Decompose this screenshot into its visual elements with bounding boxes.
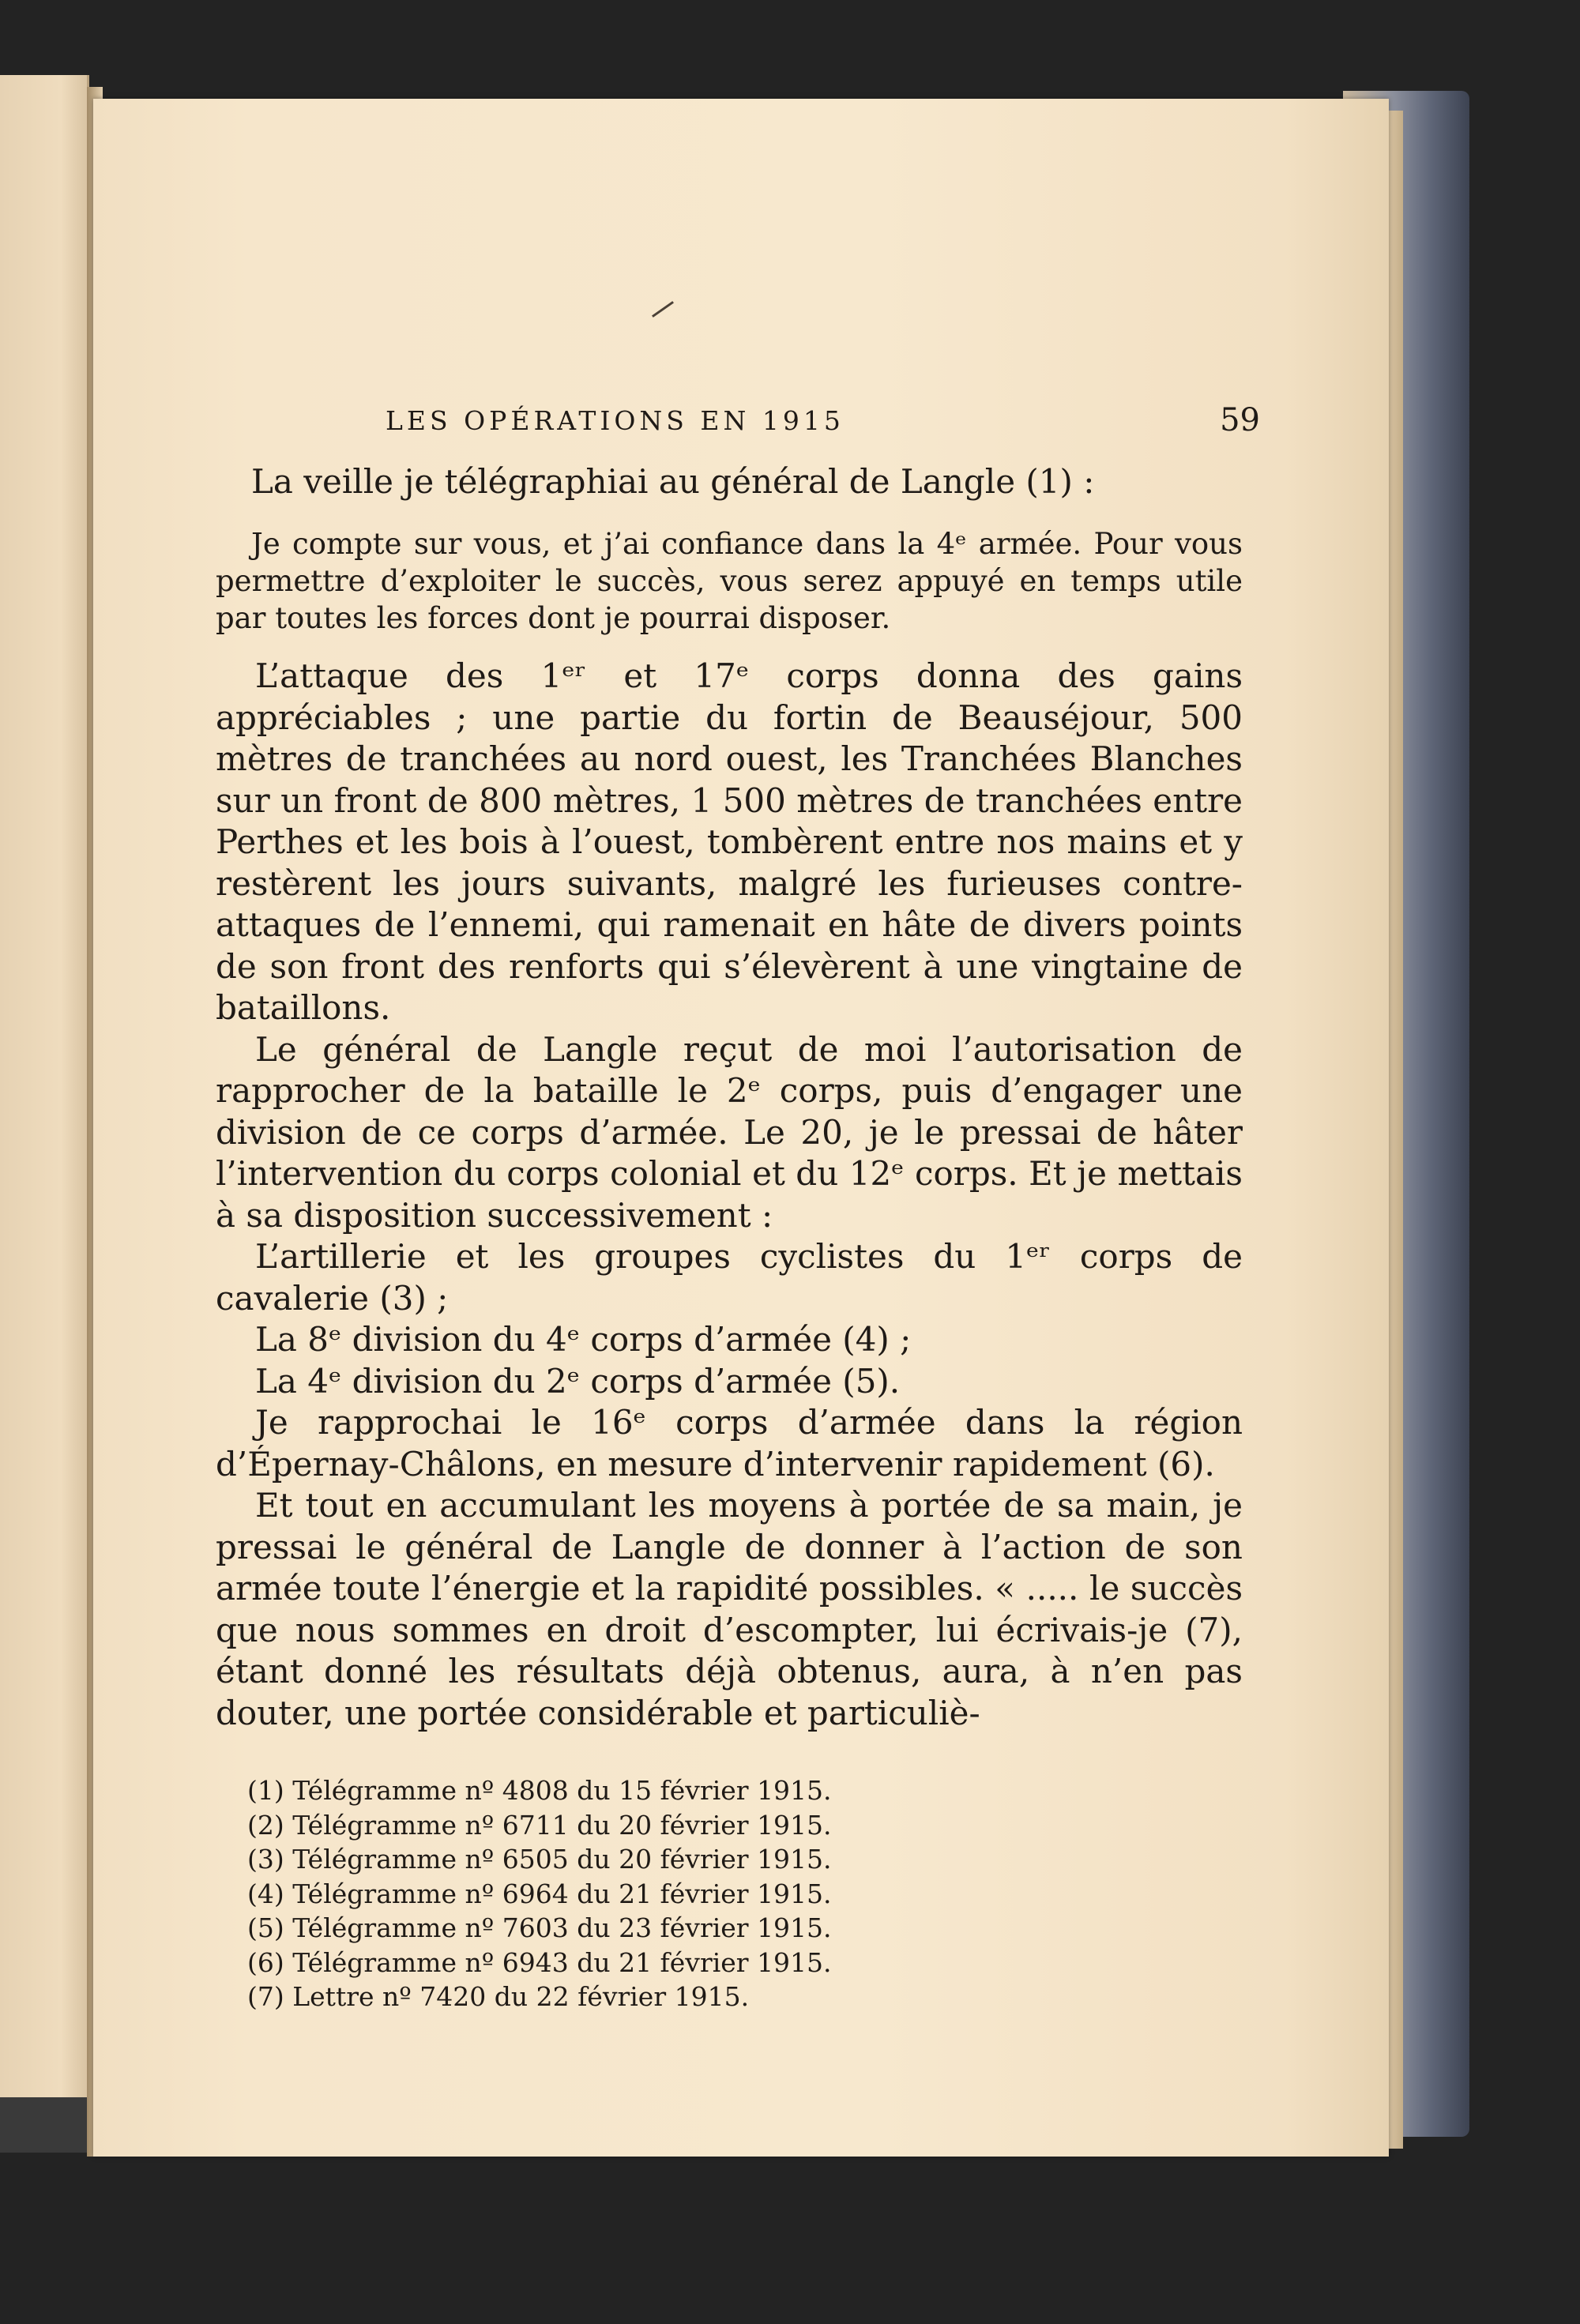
book-page <box>93 99 1389 2157</box>
footnote: (2) Télégramme nº 6711 du 20 février 1915. <box>247 1809 832 1841</box>
footnote: (3) Télégramme nº 6505 du 20 février 1915. <box>247 1844 832 1875</box>
left-page-edge <box>0 75 89 2097</box>
page-block-edge <box>1389 111 1403 2149</box>
body-text <box>216 656 1243 1734</box>
paragraph: L’attaque des 1ᵉʳ et 17ᵉ corps donna des gains appréciables ; une partie du fortin de Beauséjour, 500 mètres de tranchées au nord ouest, les Tranchées Blanches sur un front de 800 mètres, 1 500 mètres de tranchées entre Perthes et les bois à l’ouest, tombèrent entre nos mains et y restèrent les jours suivants, malgré les furieuses contre-attaques de l’ennemi, qui ramenait en hâte de divers points de son front des renforts qui s’élevèrent à une vingtaine de bataillons. <box>216 656 1243 1027</box>
paragraph: Le général de Langle reçut de moi l’autorisation de rapprocher de la bataille le 2ᵉ corps, puis d’engager une division de ce corps d’armée. Le 20, je le pressai de hâter l’intervention du corps colonial et du 12ᵉ corps. Et je mettais à sa disposition successivement : <box>216 1029 1243 1235</box>
paragraph: Je rapprochai le 16ᵉ corps d’armée dans la région d’Épernay-Châlons, en mesure d’intervenir rapidement (6). <box>216 1403 1243 1484</box>
page-number: 59 <box>1220 402 1260 438</box>
footnotes <box>247 1773 1195 2014</box>
footnote: (1) Télégramme nº 4808 du 15 février 1915. <box>247 1775 832 1806</box>
paragraph: Et tout en accumulant les moyens à portée de sa main, je pressai le général de Langle de donner à l’action de son armée toute l’énergie et la rapidité possibles. « ..... le succès que nous sommes en droit d’escompter, lui écrivais-je (7), étant donné les résultats déjà obtenus, aura, à n’en pas douter, une portée considérable et particuliè- <box>216 1486 1243 1732</box>
paragraph: La 4ᵉ division du 2ᵉ corps d’armée (5). <box>255 1361 901 1401</box>
footnote: (4) Télégramme nº 6964 du 21 février 1915. <box>247 1878 832 1909</box>
book-cover-left <box>0 2097 87 2153</box>
paragraph: L’artillerie et les groupes cyclistes du 1ᵉʳ corps de cavalerie (3) ; <box>216 1237 1243 1318</box>
intro-line: La veille je télégraphiai au général de Langle (1) : <box>251 462 1095 501</box>
pencil-mark <box>652 301 674 318</box>
paragraph: La 8ᵉ division du 4ᵉ corps d’armée (4) ; <box>255 1320 912 1359</box>
page-header <box>216 399 1260 446</box>
footnote: (5) Télégramme nº 7603 du 23 février 1915. <box>247 1912 832 1943</box>
running-head: LES OPÉRATIONS EN 1915 <box>386 405 845 436</box>
footnote: (7) Lettre nº 7420 du 22 février 1915. <box>247 1981 750 2012</box>
telegram-quote: Je compte sur vous, et j’ai confiance dans la 4ᵉ armée. Pour vous permettre d’exploiter le succès, vous serez appuyé en temps utile par toutes les forces dont je pourrai disposer. <box>216 527 1243 635</box>
footnote: (6) Télégramme nº 6943 du 21 février 1915. <box>247 1946 832 1978</box>
